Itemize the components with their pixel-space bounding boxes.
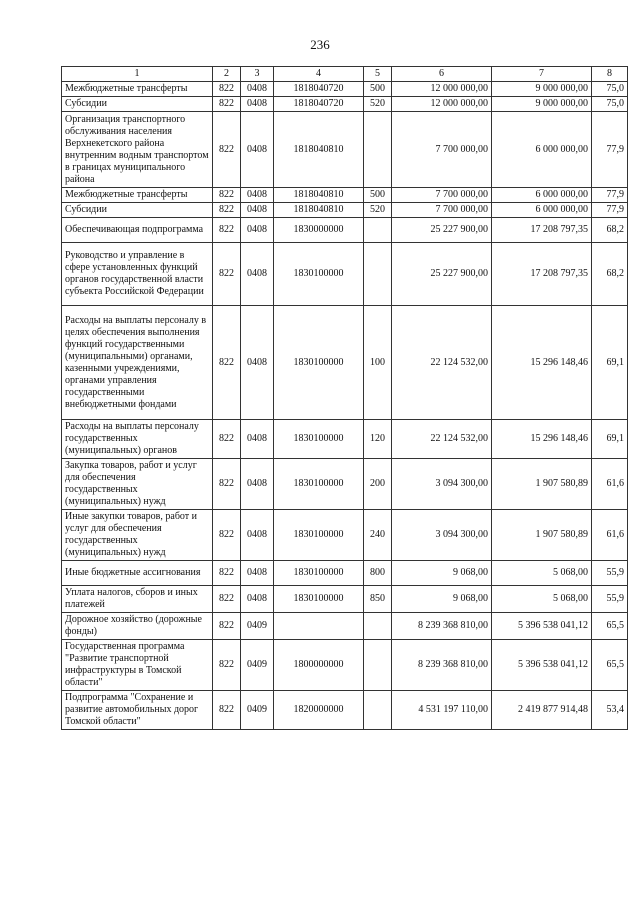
row-name-cell: Государственная программа "Развитие транспортной инфраструктуры в Томской области" <box>62 640 213 691</box>
row-value-cell: 8 239 368 810,00 <box>392 640 492 691</box>
row-value-cell: 69,1 <box>592 306 628 420</box>
row-value-cell: 7 700 000,00 <box>392 112 492 188</box>
row-value-cell: 17 208 797,35 <box>492 218 592 243</box>
row-value-cell: 2 419 877 914,48 <box>492 691 592 730</box>
row-value-cell: 25 227 900,00 <box>392 243 492 306</box>
row-name-cell: Организация транспортного обслуживания населения Верхнекетского района внутренним водным транспортом в границах муниципального района <box>62 112 213 188</box>
row-value-cell: 1830100000 <box>274 561 364 586</box>
row-value-cell: 0408 <box>241 420 274 459</box>
row-value-cell: 65,5 <box>592 613 628 640</box>
row-value-cell: 240 <box>364 510 392 561</box>
row-value-cell: 822 <box>213 112 241 188</box>
row-value-cell: 822 <box>213 420 241 459</box>
row-value-cell <box>274 613 364 640</box>
row-value-cell: 0408 <box>241 218 274 243</box>
row-name-cell: Субсидии <box>62 97 213 112</box>
row-value-cell: 75,0 <box>592 82 628 97</box>
row-value-cell: 1830100000 <box>274 459 364 510</box>
row-value-cell: 0408 <box>241 82 274 97</box>
budget-table <box>61 66 628 730</box>
row-name-cell: Обеспечивающая подпрограмма <box>62 218 213 243</box>
row-value-cell: 77,9 <box>592 203 628 218</box>
table-row <box>62 561 628 586</box>
row-value-cell: 822 <box>213 691 241 730</box>
row-value-cell <box>364 613 392 640</box>
row-value-cell: 6 000 000,00 <box>492 203 592 218</box>
row-value-cell: 12 000 000,00 <box>392 82 492 97</box>
row-value-cell: 0408 <box>241 306 274 420</box>
row-value-cell: 53,4 <box>592 691 628 730</box>
row-value-cell <box>364 218 392 243</box>
row-value-cell: 822 <box>213 218 241 243</box>
row-value-cell: 500 <box>364 188 392 203</box>
row-value-cell: 822 <box>213 188 241 203</box>
row-value-cell: 1830000000 <box>274 218 364 243</box>
row-name-cell: Субсидии <box>62 203 213 218</box>
header-cell: 3 <box>241 67 274 82</box>
row-value-cell <box>364 640 392 691</box>
row-value-cell: 15 296 148,46 <box>492 306 592 420</box>
row-value-cell: 822 <box>213 97 241 112</box>
row-name-cell: Уплата налогов, сборов и иных платежей <box>62 586 213 613</box>
row-value-cell: 1830100000 <box>274 420 364 459</box>
row-value-cell: 17 208 797,35 <box>492 243 592 306</box>
table-row <box>62 112 628 188</box>
header-cell: 2 <box>213 67 241 82</box>
table-header-row <box>62 67 628 82</box>
row-value-cell: 9 068,00 <box>392 586 492 613</box>
row-value-cell: 7 700 000,00 <box>392 203 492 218</box>
row-value-cell: 1 907 580,89 <box>492 510 592 561</box>
row-value-cell: 520 <box>364 203 392 218</box>
page-number: 236 <box>310 37 330 52</box>
row-value-cell: 3 094 300,00 <box>392 510 492 561</box>
row-name-cell: Руководство и управление в сфере установленных функций органов государственной власти субъекта Российской Федерации <box>62 243 213 306</box>
table-row <box>62 243 628 306</box>
row-value-cell <box>364 243 392 306</box>
row-value-cell: 3 094 300,00 <box>392 459 492 510</box>
row-value-cell: 4 531 197 110,00 <box>392 691 492 730</box>
row-value-cell: 6 000 000,00 <box>492 188 592 203</box>
row-value-cell: 69,1 <box>592 420 628 459</box>
row-value-cell: 822 <box>213 306 241 420</box>
row-value-cell: 5 396 538 041,12 <box>492 640 592 691</box>
row-value-cell: 822 <box>213 586 241 613</box>
row-value-cell: 200 <box>364 459 392 510</box>
row-value-cell: 822 <box>213 82 241 97</box>
row-value-cell: 55,9 <box>592 586 628 613</box>
table-row <box>62 218 628 243</box>
table-row <box>62 97 628 112</box>
row-value-cell: 61,6 <box>592 459 628 510</box>
row-value-cell: 1818040810 <box>274 188 364 203</box>
row-value-cell: 68,2 <box>592 243 628 306</box>
row-value-cell: 0409 <box>241 640 274 691</box>
row-value-cell: 68,2 <box>592 218 628 243</box>
row-value-cell: 1 907 580,89 <box>492 459 592 510</box>
row-value-cell: 8 239 368 810,00 <box>392 613 492 640</box>
table-row <box>62 586 628 613</box>
row-value-cell: 822 <box>213 510 241 561</box>
header-cell: 1 <box>62 67 213 82</box>
table-row <box>62 640 628 691</box>
row-value-cell: 61,6 <box>592 510 628 561</box>
row-value-cell: 9 068,00 <box>392 561 492 586</box>
row-value-cell: 77,9 <box>592 112 628 188</box>
row-value-cell: 0408 <box>241 188 274 203</box>
row-value-cell: 1800000000 <box>274 640 364 691</box>
row-name-cell: Иные закупки товаров, работ и услуг для обеспечения государственных (муниципальных) нужд <box>62 510 213 561</box>
row-value-cell: 500 <box>364 82 392 97</box>
row-value-cell: 22 124 532,00 <box>392 420 492 459</box>
row-name-cell: Закупка товаров, работ и услуг для обеспечения государственных (муниципальных) нужд <box>62 459 213 510</box>
row-value-cell: 0408 <box>241 97 274 112</box>
row-value-cell: 15 296 148,46 <box>492 420 592 459</box>
row-value-cell: 822 <box>213 613 241 640</box>
table-row <box>62 203 628 218</box>
row-value-cell: 822 <box>213 203 241 218</box>
row-value-cell: 6 000 000,00 <box>492 112 592 188</box>
row-name-cell: Межбюджетные трансферты <box>62 188 213 203</box>
row-value-cell: 100 <box>364 306 392 420</box>
header-cell: 8 <box>592 67 628 82</box>
row-value-cell: 1818040810 <box>274 112 364 188</box>
table-row <box>62 613 628 640</box>
row-value-cell: 0409 <box>241 691 274 730</box>
row-value-cell: 25 227 900,00 <box>392 218 492 243</box>
row-name-cell: Дорожное хозяйство (дорожные фонды) <box>62 613 213 640</box>
row-name-cell: Расходы на выплаты персоналу в целях обеспечения выполнения функций государственными (муниципальными) органами, казенными учреждениями, органами управления государственными внебюджетными фондами <box>62 306 213 420</box>
row-value-cell: 0408 <box>241 510 274 561</box>
row-name-cell: Расходы на выплаты персоналу государственных (муниципальных) органов <box>62 420 213 459</box>
row-value-cell: 55,9 <box>592 561 628 586</box>
row-value-cell: 0408 <box>241 203 274 218</box>
row-value-cell: 5 396 538 041,12 <box>492 613 592 640</box>
header-cell: 6 <box>392 67 492 82</box>
row-value-cell: 5 068,00 <box>492 561 592 586</box>
row-name-cell: Межбюджетные трансферты <box>62 82 213 97</box>
table-row <box>62 459 628 510</box>
table-row <box>62 306 628 420</box>
row-value-cell: 0408 <box>241 112 274 188</box>
row-value-cell: 1818040720 <box>274 97 364 112</box>
row-name-cell: Подпрограмма "Сохранение и развитие автомобильных дорог Томской области" <box>62 691 213 730</box>
row-value-cell: 7 700 000,00 <box>392 188 492 203</box>
row-value-cell: 1818040720 <box>274 82 364 97</box>
row-value-cell: 1818040810 <box>274 203 364 218</box>
row-value-cell: 65,5 <box>592 640 628 691</box>
row-value-cell: 822 <box>213 640 241 691</box>
row-value-cell: 77,9 <box>592 188 628 203</box>
row-value-cell: 5 068,00 <box>492 586 592 613</box>
row-value-cell: 22 124 532,00 <box>392 306 492 420</box>
row-value-cell: 1820000000 <box>274 691 364 730</box>
table-row <box>62 82 628 97</box>
row-value-cell: 9 000 000,00 <box>492 82 592 97</box>
row-value-cell: 0409 <box>241 613 274 640</box>
row-value-cell: 9 000 000,00 <box>492 97 592 112</box>
row-value-cell <box>364 112 392 188</box>
row-value-cell: 822 <box>213 243 241 306</box>
row-value-cell: 0408 <box>241 586 274 613</box>
row-value-cell: 822 <box>213 459 241 510</box>
header-cell: 7 <box>492 67 592 82</box>
row-value-cell: 75,0 <box>592 97 628 112</box>
row-value-cell: 1830100000 <box>274 586 364 613</box>
table-row <box>62 691 628 730</box>
table-row <box>62 420 628 459</box>
row-value-cell: 12 000 000,00 <box>392 97 492 112</box>
row-name-cell: Иные бюджетные ассигнования <box>62 561 213 586</box>
table-row <box>62 510 628 561</box>
header-cell: 5 <box>364 67 392 82</box>
row-value-cell: 822 <box>213 561 241 586</box>
row-value-cell: 0408 <box>241 459 274 510</box>
row-value-cell: 850 <box>364 586 392 613</box>
row-value-cell: 120 <box>364 420 392 459</box>
row-value-cell: 1830100000 <box>274 510 364 561</box>
row-value-cell: 0408 <box>241 561 274 586</box>
row-value-cell: 520 <box>364 97 392 112</box>
row-value-cell: 1830100000 <box>274 243 364 306</box>
row-value-cell <box>364 691 392 730</box>
row-value-cell: 800 <box>364 561 392 586</box>
table-row <box>62 188 628 203</box>
row-value-cell: 1830100000 <box>274 306 364 420</box>
row-value-cell: 0408 <box>241 243 274 306</box>
header-cell: 4 <box>274 67 364 82</box>
